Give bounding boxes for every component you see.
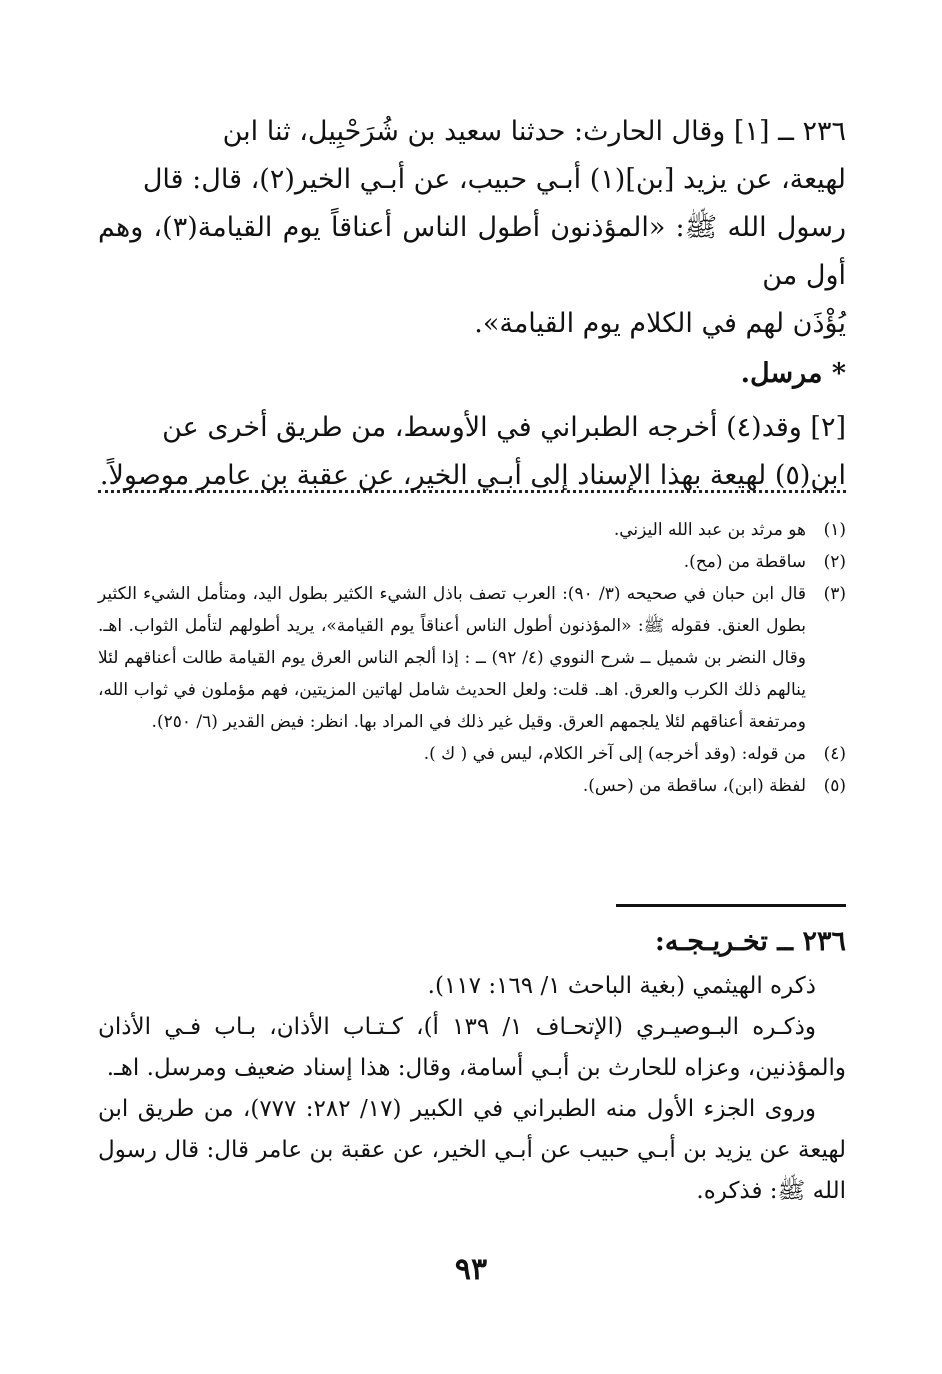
takhrij-paragraph-1: ذكره الهيثمي (بغية الباحث ١/ ١٦٩: ١١٧). [427,973,816,999]
takhrij-paragraph-3: وروى الجزء الأول منه الطبراني في الكبير (١٧/ ٢٨٢: ٧٧٧)، من طريق ابن لهيعة عن يزيد بن أبـي حبيب عن أبـي الخير، عن عقبة بن عامر قال: قال رسول الله ﷺ: فذكره. [98,1096,846,1204]
main-text [98,108,846,500]
footnote-text: لفظة (ابن)، ساقطة من (حس). [582,776,806,796]
takhrij-paragraph-2: وذكـره البـوصيـري (الإتحـاف ١/ ١٣٩ أ)، كـتـاب الأذان، بـاب فـي الأذان والمؤذنين، وعزاه للحارث بن أبـي أسامة، وقال: هذا إسناد ضعيف ومرسل. اهـ. [98,1014,846,1081]
footnote-text: من قوله: (وقد أخرجه) إلى آخر الكلام، ليس في ( ك ). [423,744,806,764]
paragraph-2-line-1: [٢] وقد(٤) أخرجه الطبراني في الأوسط، من طريق أخرى عن [162,412,846,443]
takhrij-heading: ٢٣٦ ــ تخـريـجـه: [654,926,846,957]
hadith-line-3: رسول الله ﷺ: «المؤذنون أطول الناس أعناقاً يوم القيامة(٣)، وهم أول من [98,212,847,291]
footnote-number: (١) [823,520,846,540]
footnotes [98,514,846,802]
footnote [98,514,846,546]
footnote [98,738,846,770]
footnote-text: هو مرثد بن عبد الله اليزني. [613,520,806,540]
footnote-number: (٥) [823,776,846,796]
takhrij-section [98,920,846,1212]
footnote [98,578,846,738]
hadith-line-1: ٢٣٦ ــ [١] وقال الحارث: حدثنا سعيد بن شُرَحْبِيل، ثنا ابن [222,116,846,147]
footnote-number: (٤) [823,744,846,764]
hadith-line-2: لهيعة، عن يزيد [بن](١) أبـي حبيب، عن أبـي الخير(٢)، قال: قال [142,164,846,195]
paragraph-2-line-2: ابن(٥) لهيعة بهذا الإسناد إلى أبـي الخير، عن عقبة بن عامر موصولاً. [99,460,846,491]
footnote-number: (٣) [823,584,846,604]
footnote-text: ساقطة من (مح). [683,552,806,572]
footnote-number: (٢) [823,552,846,572]
section-rule [616,904,846,907]
footnote-separator [98,490,846,493]
page-number: ٩٣ [454,1252,488,1287]
footnote [98,770,846,802]
footnote-text: قال ابن حبان في صحيحه (٣/ ٩٠): العرب تصف باذل الشيء الكثير بطول اليد، ومتأمل الشيء الكثير بطول العنق. فقوله ﷺ: «المؤذنون أطول الناس أعناقاً يوم القيامة»، يريد أطولهم لتأمل الثواب. اهـ. وقال النضر بن شميل ــ شرح النووي (٤/ ٩٢) ــ : إذا ألجم الناس العرق يوم القيامة طالت أعناقهم لئلا ينالهم ذلك الكرب والعرق. اهـ. قلت: ولعل الحديث شامل لهاتين المزيتين، فهم مؤملون في ثواب الله، ومرتفعة أعناقهم لئلا يلجمهم العرق. وقيل غير ذلك في المراد بها. انظر: فيض القدير (٦/ ٢٥٠). [98,584,806,732]
hadith-line-4: يُؤْذَن لهم في الكلام يوم القيامة». [474,308,846,339]
verdict: * مرسل. [740,358,846,389]
footnote [98,546,846,578]
